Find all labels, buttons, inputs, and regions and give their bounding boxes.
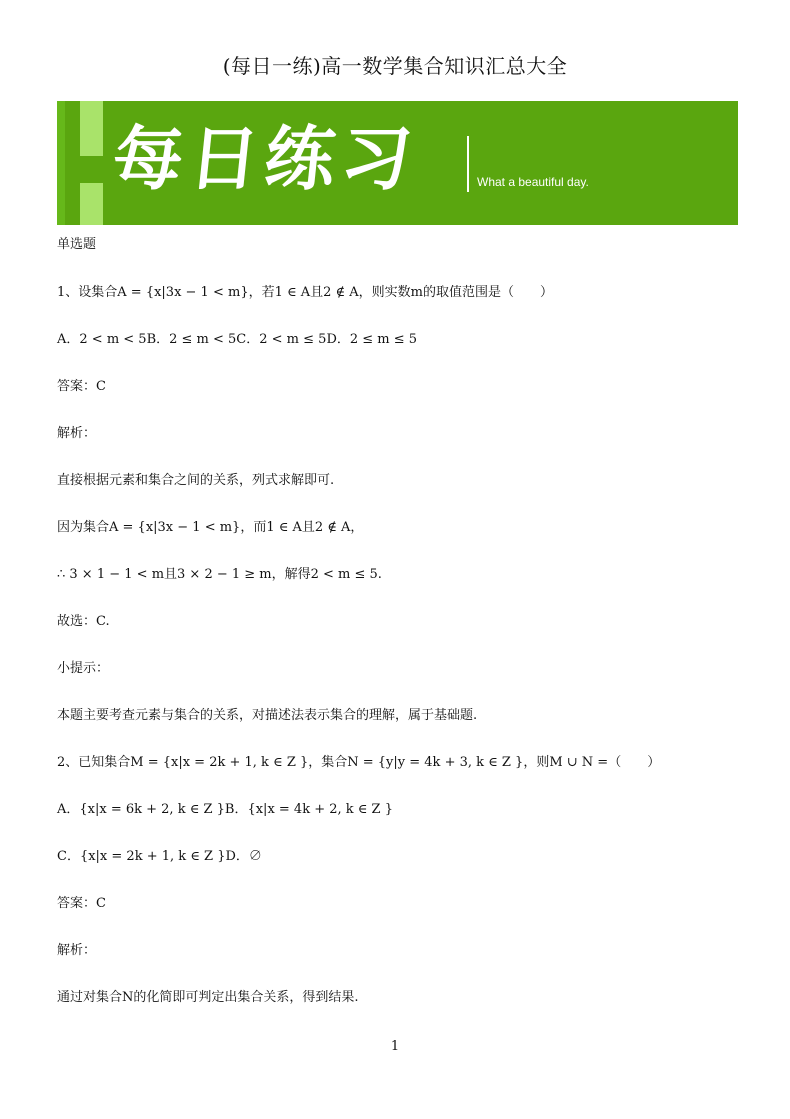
banner-script-text: 每日练习 [108,118,422,200]
question-2-options-ab: A．{x|x = 6k + 2, k ∈ Z }B．{x|x = 4k + 2, k ∈ Z } [57,802,393,817]
page-number: 1 [390,1039,400,1054]
banner-accent-square-bottom [80,183,103,225]
question-2-options-cd: C．{x|x = 2k + 1, k ∈ Z }D．∅ [57,849,262,864]
question-1-tip-label: 小提示： [57,661,110,676]
question-2-analysis-label: 解析： [57,943,97,958]
question-2-stem: 2、已知集合M = {x|x = 2k + 1, k ∈ Z }，集合N = {y|y = 4k + 3, k ∈ Z }，则M ∪ N =（ ） [57,755,661,770]
question-1-derivation-2: ∴ 3 × 1 − 1 < m且3 × 2 − 1 ≥ m，解得2 < m ≤ 5. [57,567,382,582]
daily-practice-banner [57,101,738,225]
banner-accent-square-top [80,101,103,156]
question-1-choice: 故选：C. [57,614,110,629]
question-1-tip-text: 本题主要考查元素与集合的关系，对描述法表示集合的理解，属于基础题. [57,708,478,723]
question-2-answer: 答案：C [57,896,106,911]
banner-accent-bar [57,101,65,225]
banner-tagline: What a beautiful day. [477,175,589,189]
question-2-analysis-text: 通过对集合N的化简即可判定出集合关系，得到结果. [57,990,359,1005]
question-1-analysis-text: 直接根据元素和集合之间的关系，列式求解即可. [57,473,335,488]
question-1-options: A．2 < m < 5B．2 ≤ m < 5C．2 < m ≤ 5D．2 ≤ m ≤ 5 [57,332,418,347]
question-1-stem: 1、设集合A = {x|3x − 1 < m}，若1 ∈ A且2 ∉ A，则实数m的取值范围是（ ） [57,285,554,300]
question-1-answer: 答案：C [57,379,106,394]
question-1-analysis-label: 解析： [57,426,97,441]
document-title: (每日一练)高一数学集合知识汇总大全 [222,54,568,78]
question-1-derivation-1: 因为集合A = {x|3x − 1 < m}，而1 ∈ A且2 ∉ A， [57,520,364,535]
section-heading: 单选题 [57,237,97,252]
banner-divider [467,136,469,192]
